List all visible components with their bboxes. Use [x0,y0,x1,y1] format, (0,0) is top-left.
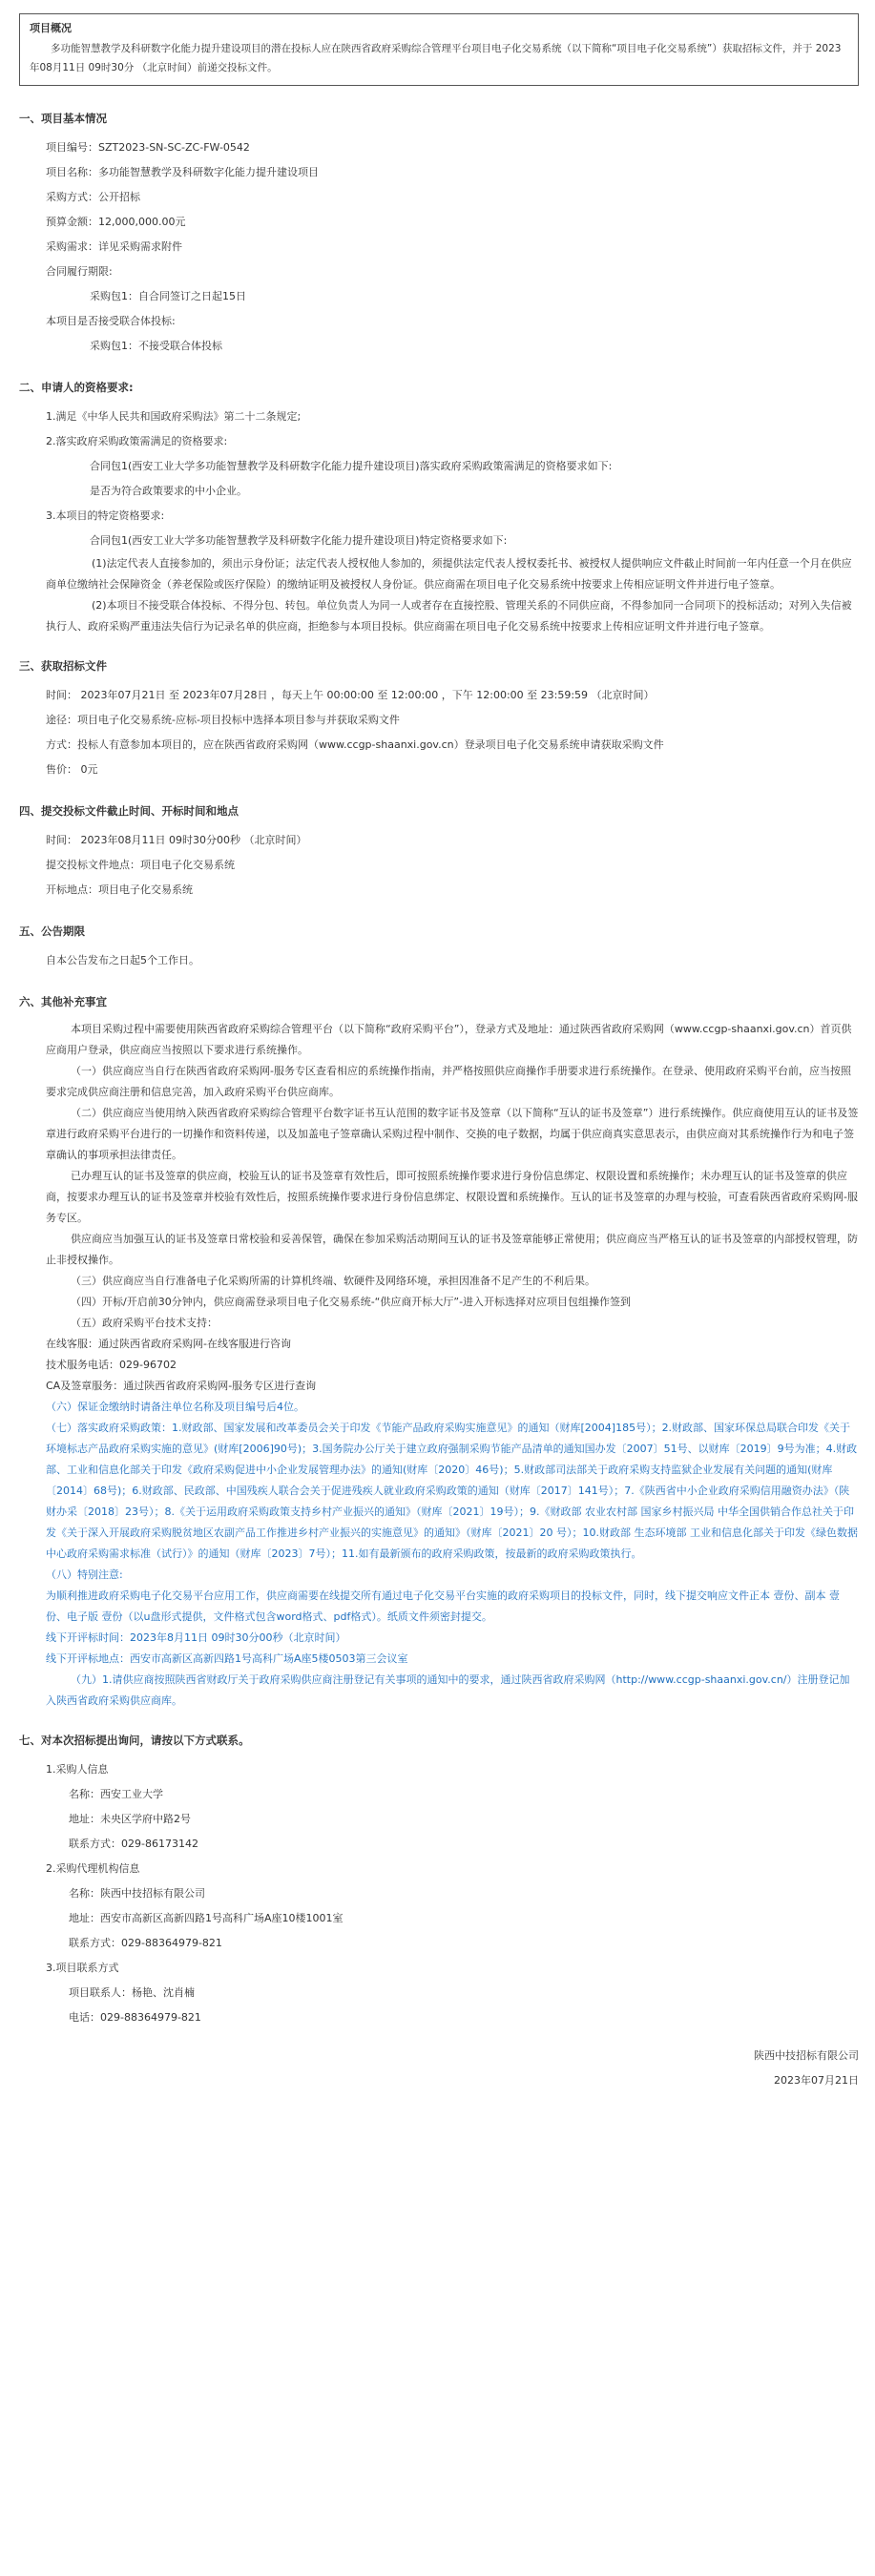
other-paragraph: （五）政府采购平台技术支持： [71,1317,218,1329]
notice-period-text: 自本公告发布之日起5个工作日。 [46,954,199,966]
tech-support-line: CA及签章服务：通过陕西省政府采购网-服务专区进行查询 [46,1380,317,1392]
section-title: 二、申请人的资格要求: [19,381,134,394]
other-paragraph: （三）供应商应当自行准备电子化采购所需的计算机终端、软硬件及网络环境，承担因准备不足产生的不利后果。 [71,1275,595,1287]
project-contact-heading: 3.项目联系方式 [46,1962,119,1974]
section-title: 一、项目基本情况 [19,112,107,125]
section-title: 七、对本次招标提出询问，请按以下方式联系。 [19,1734,250,1747]
contract-period-label: 合同履行期限: [46,265,113,278]
special-note-title: （八）特别注意: [46,1568,123,1581]
other-paragraph: 本项目采购过程中需要使用陕西省政府采购综合管理平台（以下简称“政府采购平台”），登录方式及地址：通过陕西省政府采购网（www.ccgp-shaanxi.gov.cn）首页供应商用户登录，供应商应当按照以下要求进行系统操作。 [46,1023,852,1056]
footer-date: 2023年07月21日 [774,2074,859,2087]
qual-paragraph-1: (1)法定代表人直接参加的，须出示身份证；法定代表人授权他人参加的，须提供法定代表人授权委托书、被授权人提供响应文件截止时间前一年内任意一个月在供应商单位缴纳社会保障资金（养老保险或医疗保险）的缴纳证明及被授权人身份证。供应商需在项目电子化交易系统中按要求上传相应证明文件并进行电子签章。 [46,557,852,591]
offline-opening-time: 线下开评标时间：2023年8月11日 09时30分00秒（北京时间） [46,1631,346,1644]
qual-paragraph-2: (2)本项目不接受联合体投标、不得分包、转包。单位负责人为同一人或者存在直接控股、管理关系的不同供应商，不得参加同一合同项下的投标活动；对列入失信被执行人、政府采购严重违法失信行为记录名单的供应商，拒绝参与本项目投标。供应商需在项目电子化交易系统中按要求上传相应证明文件并进行电子签章。 [46,599,852,633]
submission-location: 提交投标文件地点：项目电子化交易系统 [46,859,235,871]
agency-address: 地址：西安市高新区高新四路1号高科广场A座10楼1001室 [69,1912,344,1924]
obtain-price: 售价： 0元 [46,763,98,776]
other-paragraph: 已办理互认的证书及签章的供应商，校验互认的证书及签章有效性后，即可按照系统操作要求进行身份信息绑定、权限设置和系统操作；未办理互认的证书及签章的供应商，按要求办理互认的证书及签章并校验有效性后，按照系统操作要求进行身份信息绑定、权限设置和系统操作。互认的证书及签章的办理与校验，可查看陕西省政府采购网-服务专区。 [46,1170,858,1224]
consortium-label: 本项目是否接受联合体投标: [46,315,176,327]
tech-support-line: 技术服务电话：029-96702 [46,1359,177,1371]
agency-heading: 2.采购代理机构信息 [46,1862,140,1875]
procurement-method: 采购方式：公开招标 [46,191,140,203]
overview-title: 项目概况 [30,22,72,34]
section-qualification [19,380,859,637]
section-notice-period [19,924,859,973]
contract-period-value: 采购包1：自合同签订之日起15日 [90,290,246,302]
other-paragraph: 供应商应当加强互认的证书及签章日常校验和妥善保管，确保在参加采购活动期间互认的证书及签章能够正常使用；供应商应当严格互认的证书及签章的内部授权管理，防止非授权操作。 [46,1233,858,1266]
qual-item-3: 3.本项目的特定资格要求: [46,509,165,522]
policy-list: （七）落实政府采购政策：1.财政部、国家发展和改革委员会关于印发《节能产品政府采购实施意见》的通知（财库[2004]185号）；2.财政部、国家环保总局联合印发《关于环境标志产品政府采购实施的意见》(财库[2006]90号)；3.国务院办公厅关于建立政府强制采购节能产品清单的通知国办发〔2007〕51号、以财库〔2019〕9号为准；4.财政部、工业和信息化部关于印发《政府采购促进中小企业发展管理办法》的通知(财库〔2020〕46号)；5.财政部司法部关于政府采购支持监狱企业发展有关问题的通知(财库〔2014〕68号)；6.财政部、民政部、中国残疾人联合会关于促进残疾人就业政府采购政策的通知（财库〔2017〕141号）；7.《陕西省中小企业政府采购信用融资办法》（陕财办采〔2018〕23号）；8.《关于运用政府采购政策支持乡村产业振兴的通知》（财库〔2021〕19号）；9.《财政部 农业农村部 国家乡村振兴局 中华全国供销合作总社关于印发《关于深入开展政府采购脱贫地区农副产品工作推进乡村产业振兴的实施意见》的通知》（财库〔2021〕20 号）；10.财政部 生态环境部 工业和信息化部关于印发《绿色数据中心政府采购需求标准（试行）》的通知（财库〔2023〕7号）；11.如有最新颁布的政府采购政策，按最新的政府采购政策执行。 [46,1422,858,1560]
other-paragraph: （四）开标/开启前30分钟内，供应商需登录项目电子化交易系统-“供应商开标大厅”-进入开标选择对应项目包组操作签到 [71,1296,632,1308]
consortium-value: 采购包1：不接受联合体投标 [90,340,222,352]
obtain-channel: 途径：项目电子化交易系统-应标-项目投标中选择本项目参与并获取采购文件 [46,714,400,726]
qual-item-1: 1.满足《中华人民共和国政府采购法》第二十二条规定; [46,410,302,423]
agency-name: 名称：陕西中技招标有限公司 [69,1887,205,1900]
agency-phone: 联系方式：029-88364979-821 [69,1937,222,1949]
project-contact-person: 项目联系人：杨艳、沈肖楠 [69,1986,195,1999]
purchaser-address: 地址：未央区学府中路2号 [69,1813,191,1825]
special-note-body: 为顺利推进政府采购电子化交易平台应用工作，供应商需要在线提交所有通过电子化交易平台实施的政府采购项目的投标文件，同时，线下提交响应文件正本 壹份、副本 壹份、电子版 壹份（以u盘形式提供，文件格式包含word格式、pdf格式）。纸质文件须密封提交。 [46,1589,840,1623]
overview-body: 多功能智慧教学及科研数字化能力提升建设项目的潜在投标人应在陕西省政府采购综合管理平台项目电子化交易系统（以下简称“项目电子化交易系统”）获取招标文件，并于 2023年08月11日 09时30分 （北京时间）前递交投标文件。 [30,43,842,73]
section-title: 三、获取招标文件 [19,659,107,673]
deadline-time: 时间： 2023年08月11日 09时30分00秒 （北京时间） [46,834,307,846]
deposit-note: （六）保证金缴纳时请备注单位名称及项目编号后4位。 [46,1401,304,1413]
section-other-matters [19,994,859,1712]
qual-item-2-detail: 合同包1(西安工业大学多功能智慧教学及科研数字化能力提升建设项目)落实政府采购政策需满足的资格要求如下: [90,460,613,472]
project-contact-phone: 电话：029-88364979-821 [69,2011,201,2024]
section-title: 五、公告期限 [19,924,85,938]
purchaser-heading: 1.采购人信息 [46,1763,109,1776]
budget-amount: 预算金额：12,000,000.00元 [46,216,186,228]
purchaser-phone: 联系方式：029-86173142 [69,1838,198,1850]
footer-organization: 陕西中技招标有限公司 [754,2049,859,2062]
tech-support-line: 在线客服：通过陕西省政府采购网-在线客服进行咨询 [46,1338,291,1350]
offline-opening-location: 线下开评标地点：西安市高新区高新四路1号高科广场A座5楼0503第三会议室 [46,1652,408,1665]
section-contact [19,1733,859,2030]
obtain-method: 方式：投标人有意参加本项目的，应在陕西省政府采购网（www.ccgp-shaanxi.gov.cn）登录项目电子化交易系统申请获取采购文件 [46,738,664,751]
announcement-page [19,13,859,2093]
project-overview-box [19,13,859,86]
project-number: 项目编号：SZT2023-SN-SC-ZC-FW-0542 [46,141,250,154]
section-basic-info [19,111,859,359]
qual-item-3-detail: 合同包1(西安工业大学多功能智慧教学及科研数字化能力提升建设项目)特定资格要求如下: [90,534,508,547]
signature-block [19,2044,859,2093]
project-name: 项目名称：多功能智慧教学及科研数字化能力提升建设项目 [46,166,319,178]
section-obtain-documents [19,658,859,782]
supplier-registration-note: （九）1.请供应商按照陕西省财政厅关于政府采购供应商注册登记有关事项的通知中的要求，通过陕西省政府采购网（http://www.ccgp-shaanxi.gov.cn/）注册登记加入陕西省政府采购供应商库。 [46,1673,850,1707]
section-deadline [19,803,859,903]
other-paragraph: （二）供应商应当使用纳入陕西省政府采购综合管理平台数字证书互认范围的数字证书及签章（以下简称“互认的证书及签章”）进行系统操作。供应商使用互认的证书及签章进行政府采购平台进行的一切操作和资料传递，以及加盖电子签章确认采购过程中制作、交换的电子数据，均属于供应商真实意思表示，由供应商对其系统操作行为和电子签章确认的事项承担法律责任。 [46,1107,859,1161]
other-paragraph: （一）供应商应当自行在陕西省政府采购网-服务专区查看相应的系统操作指南，并严格按照供应商操作手册要求进行系统操作。在登录、使用政府采购平台前，应当按照要求完成供应商注册和信息完善，加入政府采购平台供应商库。 [46,1065,851,1098]
purchaser-name: 名称：西安工业大学 [69,1788,163,1800]
qual-item-2: 2.落实政府采购政策需满足的资格要求: [46,435,228,447]
qual-item-2-value: 是否为符合政策要求的中小企业。 [90,485,247,497]
opening-location: 开标地点：项目电子化交易系统 [46,883,193,896]
section-title: 六、其他补充事宜 [19,995,107,1008]
obtain-time: 时间： 2023年07月21日 至 2023年07月28日 ，每天上午 00:00:00 至 12:00:00 ，下午 12:00:00 至 23:59:59 （北京时间） [46,689,655,701]
section-title: 四、提交投标文件截止时间、开标时间和地点 [19,804,239,818]
procurement-demand: 采购需求：详见采购需求附件 [46,240,182,253]
